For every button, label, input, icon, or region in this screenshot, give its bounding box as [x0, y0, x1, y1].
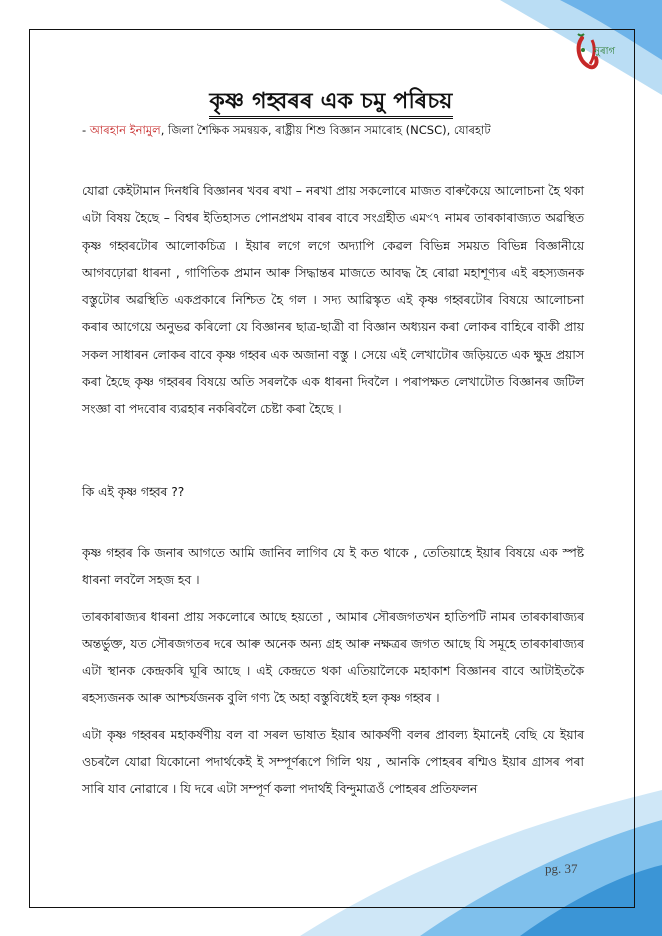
author-affiliation: , জিলা শৈক্ষিক সমন্বয়ক, ৰাষ্ট্ৰীয় শিশু বিজ্ঞান সমাৰোহ (NCSC), যোৰহাট: [160, 123, 491, 137]
logo-text: নুৰাগ: [594, 46, 616, 57]
paragraph-intro: যোৱা কেইটামান দিনধৰি বিজ্ঞানৰ খবৰ ৰখা – নৰখা প্ৰায় সকলোৰে মাজত বাৰুকৈয়ে আলোচনা হৈ থকা এটা বিষয় হৈছে – বিশ্বৰ ইতিহাসত পোনপ্ৰথম বাৰৰ বাবে সংগ্ৰহীত এমৼ৭ নামৰ তাৰকাৰাজ্যত অৱস্থিত কৃষ্ণ গহ্বৰটোৰ আলোকচিত্ৰ । ইয়াৰ লগে লগে অদ্যাপি কেৱল বিভিন্ন সময়ত বিভিন্ন বিজ্ঞানীয়ে আগবঢ়োৱা ধাৰনা , গাণিতিক প্ৰমান আৰু সিদ্ধান্তৰ মাজতে আবদ্ধ হৈ ৰোৱা মহাশূণ্যৰ এই ৰহস্যজনক বস্তুটোৰ অৱস্থিতি একপ্ৰকাৰে নিশ্চিত হৈ গল । সদ্য আৱিস্কৃত এই কৃষ্ণ গহ্বৰটোৰ বিষয়ে আলোচনা কৰাৰ আগেয়ে অনুভৱ কৰিলো যে বিজ্ঞানৰ ছাত্ৰ-ছাত্ৰী বা বিজ্ঞান অধ্যয়ন কৰা লোকৰ বাহিৰে বাকী প্ৰায় সকল সাধাৰন লোকৰ বাবে কৃষ্ণ গহ্বৰ এক অজানা বস্তু । সেয়ে এই লেখাটোৰ জড়িয়তে এক ক্ষুদ্ৰ প্ৰয়াস কৰা হৈছে কৃষ্ণ গহ্বৰৰ বিষয়ে অতি সৰলকৈ এক ধাৰনা দিবলৈ । পৰাপক্ষত লেখাটোত বিজ্ঞানৰ জটিল সংজ্ঞা বা পদবোৰ ব্যৱহাৰ নকৰিবলৈ চেষ্টা কৰা হৈছে ।: [82, 184, 584, 417]
title-text: কৃষ্ণ গহ্বৰৰ এক চমু পৰিচয়: [209, 89, 452, 119]
intro-section: [82, 178, 584, 424]
author-name: আৰহান ইনামুল: [89, 123, 161, 137]
byline-prefix: -: [82, 123, 90, 137]
paragraph-gravity: এটা কৃষ্ণ গহ্বৰৰ মহাকৰ্ষণীয় বল বা সৰল ভাষাত ইয়াৰ আকৰ্ষণী বলৰ প্ৰাবল্য ইমানেই বেছি যে ইয়াৰ ওচৰলৈ যোৱা যিকোনো পদাৰ্থকেই ই সম্পূৰ্ণৰূপে গিলি থয় , আনকি পোহৰৰ ৰশ্মিও ইয়াৰ গ্ৰাসৰ পৰা সাৰি যাব নোৱাৰে । যি দৰে এটা সম্পূৰ্ণ কলা পদাৰ্থই বিন্দুমাত্ৰওঁ পোহৰৰ প্ৰতিফলন: [82, 727, 584, 797]
page-number: pg. 37: [545, 861, 578, 876]
section-heading: কি এই কৃষ্ণ গহ্বৰ ??: [82, 485, 185, 499]
paragraph-location: কৃষ্ণ গহ্বৰ কি জনাৰ আগতে আমি জানিব লাগিব যে ই কত থাকে , তেতিয়াহে ইয়াৰ বিষয়ে এক স্পষ্ট ধাৰনা লবলৈ সহজ হব ।: [82, 546, 584, 588]
byline: [82, 122, 491, 141]
paragraph-galaxy: তাৰকাৰাজ্যৰ ধাৰনা প্ৰায় সকলোৰে আছে হয়তো , আমাৰ সৌৰজগতখন হাতিপটি নামৰ তাৰকাৰাজ্যৰ অন্তৰ্ভুক্ত, যত সৌৰজগতৰ দৰে আৰু অনেক অন্য গ্ৰহ আৰু নক্ষত্ৰৰ জগত আছে যি সমূহে তাৰকাৰাজ্যৰ এটা স্থানক কেন্দ্ৰকৰি ঘূৰি আছে । এই কেন্দ্ৰতে থকা এতিয়ালৈকে মহাকাশ বিজ্ঞানৰ বাবে আটাইতকৈ ৰহস্যজনক আৰু আশ্চৰ্যজনক বুলি গণ্য হৈ অহা বস্তুবিধেই হল কৃষ্ণ গহ্বৰ ।: [82, 609, 584, 706]
page-title: [0, 84, 662, 121]
body-section: [82, 540, 584, 804]
